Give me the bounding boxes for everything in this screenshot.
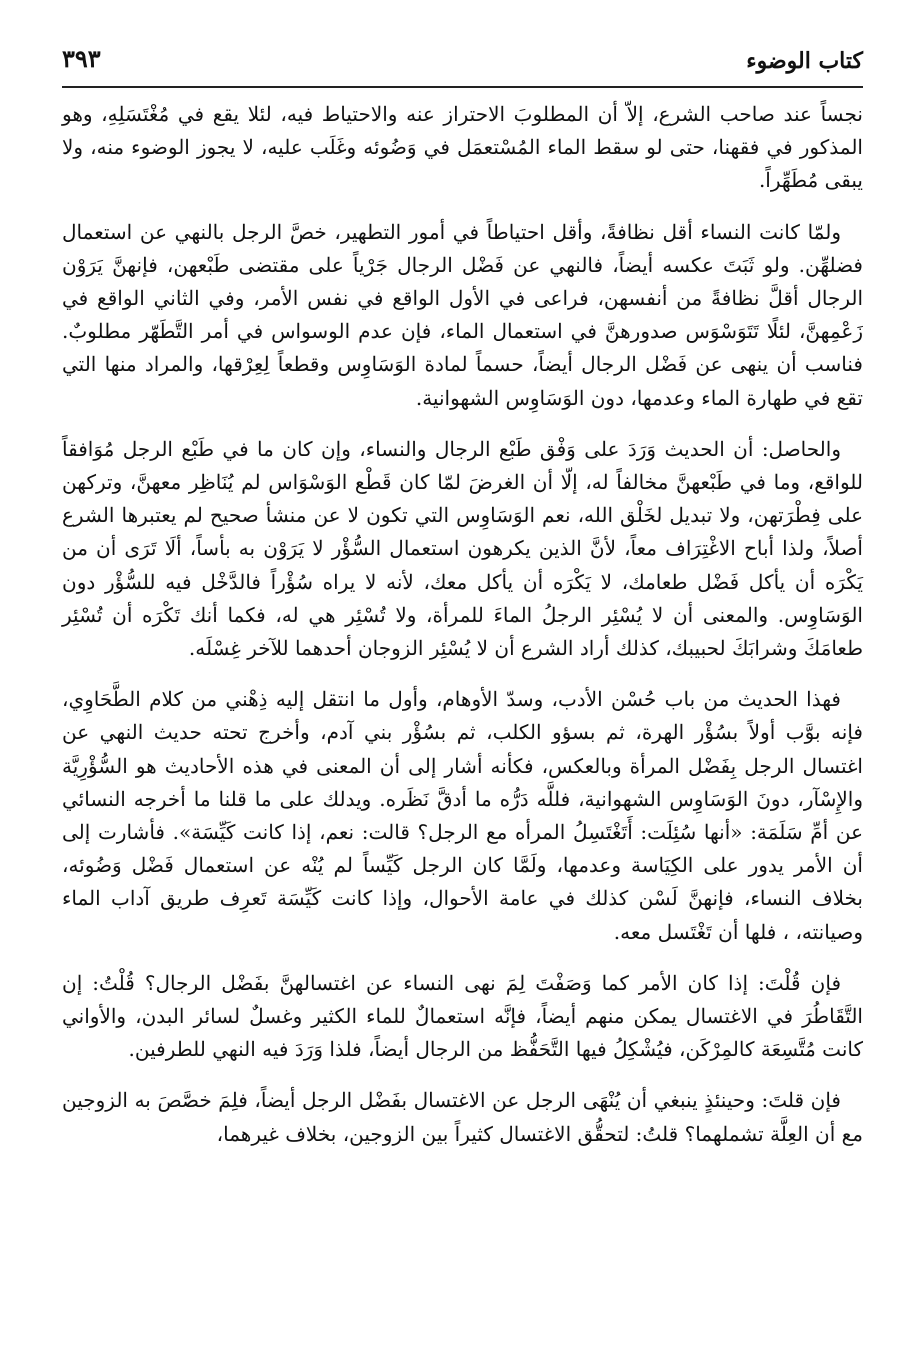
paragraph-5: فإن قُلْتَ: إذا كان الأمر كما وَصَفْتَ لِمَ نهى النساء عن اغتسالهنَّ بفَضْل الرجال؟ قُلْتُ: إن التَّقَاطُرَ في الاغتسال يمكن منهم أيضاً، فإنَّه استعمالٌ للماء الكثير وغسلٌ لسائر البدن، والأواني كانت مُتَّسِعَة كالمِرْكَن، فيُشْكِلُ فيها التَّحَفُّظ من الرجال أيضاً، فلذا وَرَدَ فيه النهي للطرفين. bbox=[62, 970, 863, 1062]
paragraph-6: فإن قلتَ: وحينئذٍ ينبغي أن يُنْهَى الرجل عن الاغتسال بفَضْل الرجل أيضاً، فلِمَ خصَّصَ به الزوجين مع أن العِلَّة تشملهما؟ قلتُ: لتحقُّق الاغتسال كثيراً بين الزوجين، بخلاف غيرهما، bbox=[62, 1088, 863, 1146]
chapter-title: كتاب الوضوء bbox=[746, 48, 863, 74]
header-divider bbox=[62, 86, 863, 88]
paragraph-1: نجساً عند صاحب الشرع، إلاّ أن المطلوبَ الاحتراز عنه والاحتياط فيه، لئلا يقع في مُغْتَسَلِهِ، وهو المذكور في فقهنا، حتى لو سقط الماء المُسْتعمَل في وَضُوئه وغَلَب عليه، لا يجوز الوضوء منه، ولا يبقى مُطَهِّراً. bbox=[62, 102, 863, 193]
paragraph-2: ولمّا كانت النساء أقل نظافةً، وأقل احتياطاً في أمور التطهير، خصَّ الرجل بالنهي عن استعمال فضلهِّن. ولو ثَبَتَ عكسه أيضاً، فالنهي عن فَضْل الرجال جَرْياً على مقتضى طَبْعهن، فإنهنَّ يَرَوْن الرجال أقلَّ نظافةً من أنفسهن، فراعى في الأول الواقع في نفس الأمر، وفي الثاني الواقع في زَعْمِهنَّ، لئلًا تَتَوَسْوَس صدورهنَّ في استعمال الماء، فإن عدم الوسواس في أمر التَّطَهّر مطلوبٌ. فناسب أن ينهى عن فَضْل الرجال أيضاً، حسماً لمادة الوَسَاوِس وقطعاً لِعِرْقها، والمراد منها التي تقع في طهارة الماء وعدمها، دون الوَسَاوِس الشهوانية. bbox=[62, 219, 863, 410]
paragraph-3: والحاصل: أن الحديث وَرَدَ على وَفْق طَبْع الرجال والنساء، وإن كان ما في طَبْع الرجل مُوَافقاً للواقع، وما في طَبْعهنَّ مخالفاً له، إلّا أن الغرضَ لمّا كان قَطْع الوَسْوَاس لم يُنَاظِر معهنَّ، وتركهن على فِطْرَتهن، ولا تبديل لخَلْق الله، نعم الوَسَاوِس التي تكون لا عن منشأ صحيح لم يعتبرها الشرع أصلاً، ولذا أباح الاغْتِرَاف معاً، لأنَّ الذين يكرهون استعمال السُّؤْر لا يَرَوْن به بأساً، ألَا تَرَى أن من يَكْرَه أن يأكل فَضْل طعامك، لا يَكْرَه أن يأكل معك، لأنه لا يراه سُؤْراً فالدَّخْل فيه للسُّؤْر دون الوَسَاوِس. والمعنى أن لا يُسْئِر الرجلُ الماءَ للمرأة، ولا تُسْئِر هي له، فكما أنك تَكْرَه أن تُسْئِر طعامَكَ وشرابَكَ لحبيبك، كذلك أراد الشرع أن لا يُسْئِر الزوجان أحدهما للآخر غِسْلَه. bbox=[62, 436, 863, 661]
page-number: ٣٩٣ bbox=[62, 44, 101, 73]
page-body bbox=[62, 98, 863, 1169]
paragraph-4: فهذا الحديث من باب حُسْن الأدب، وسدّ الأوهام، وأول ما انتقل إليه ذِهْني من كلام الطَّحَاوِي، فإنه بوَّب أولاً بسُؤْر الهرة، ثم بسؤو الكلب، ثم بسُؤْر بني آدم، وأخرج تحته حديث النهي عن اغتسال الرجل بِفَضْل المرأة وبالعكس، فكأنه أشار إلى أن المعنى في هذه الأحاديث هو السُّؤْرِيَّة والإِسْآر، دونَ الوَسَاوِس الشهوانية، فللَّه دَرُّه ما أدقَّ نَظَره. ويدلك على ما قلنا ما أخرجه النسائي عن أمِّ سَلَمَة: «أنها سُئِلَت: أَتَغْتَسِلُ المرأه مع الرجل؟ قالت: نعم، إذا كانت كَيِّسَة». فأشارت إلى أن الأمر يدور على الكِيَاسة وعدمها، ولَمَّا كان الرجل كَيِّساً لم يُنْه عن استعمال فَضْل وَضُوئه، بخلاف النساء، فإنهنَّ لَسْن كذلك في عامة الأحوال، وإذا كانت كَيِّسَة تَعرِف طريق آداب الماء وصيانته، ، فلها أن تَغْتَسل معه. bbox=[62, 687, 863, 944]
running-header bbox=[62, 30, 863, 84]
